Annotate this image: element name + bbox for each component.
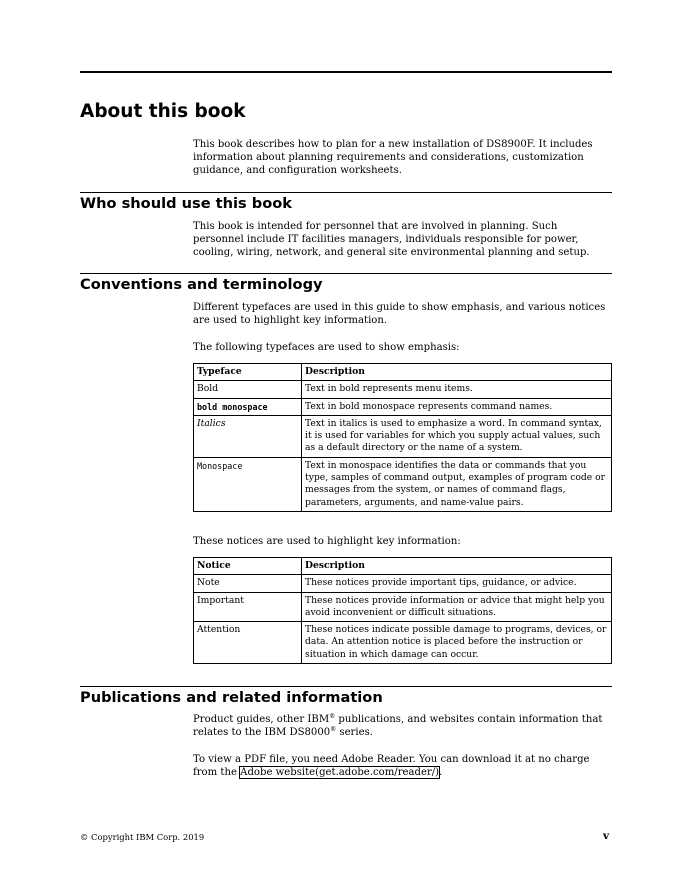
typeface-bold: Bold: [194, 381, 302, 398]
table-row: [194, 457, 612, 511]
notice-column-header: Notice: [194, 558, 302, 575]
adobe-website-link[interactable]: Adobe website(get.adobe.com/reader/): [240, 767, 440, 779]
conventions-intro: Different typefaces are used in this guide to show emphasis, and various notices are used to highlight key information.: [193, 302, 606, 327]
notice-description: These notices provide information or advice that might help you avoid inconvenient or difficult situations.: [302, 592, 612, 622]
typeface-column-header: Typeface: [194, 364, 302, 381]
table-row: [194, 592, 612, 622]
section-rule: [80, 192, 612, 193]
adobe-text: To view a PDF file, you need Adobe Reader. You can download it at no charge from the: [193, 754, 590, 779]
adobe-paragraph: [193, 753, 611, 779]
heading-conventions: Conventions and terminology: [80, 276, 323, 293]
about-paragraph: This book describes how to plan for a new installation of DS8900F. It includes information about planning requirements and considerations, customization guidance, and configuration worksheets.: [193, 139, 593, 177]
heading-publications: Publications and related information: [80, 689, 383, 706]
typeface-bold-monospace: bold monospace: [194, 398, 302, 415]
typeface-description: Text in monospace identifies the data or commands that you type, samples of command output, examples of program code or messages from the system, or names of command flags, parameters, arguments, and name-value pairs.: [302, 457, 612, 511]
typeface-description: Text in italics is used to emphasize a word. In command syntax, it is used for variables for which you supply actual values, such as a default directory or the name of a system.: [302, 415, 612, 457]
section-rule: [80, 686, 612, 687]
top-rule: [80, 71, 612, 73]
notice-important: Important: [194, 592, 302, 622]
description-column-header: Description: [302, 364, 612, 381]
notice-note: Note: [194, 575, 302, 592]
notices-table: [193, 557, 612, 664]
page-number: v: [603, 830, 610, 842]
publications-text: publications, and websites contain information that relates to the IBM DS8000: [193, 714, 603, 739]
notice-attention: Attention: [194, 622, 302, 664]
copyright-footer: © Copyright IBM Corp. 2019: [80, 832, 205, 842]
typeface-description: Text in bold represents menu items.: [302, 381, 612, 398]
typeface-italics: Italics: [194, 415, 302, 457]
table-header-row: [194, 364, 612, 381]
heading-about-this-book: About this book: [80, 101, 246, 122]
typeface-monospace: Monospace: [194, 457, 302, 511]
description-column-header: Description: [302, 558, 612, 575]
table-row: [194, 415, 612, 457]
notice-description: These notices provide important tips, guidance, or advice.: [302, 575, 612, 592]
typeface-description: Text in bold monospace represents command names.: [302, 398, 612, 415]
table-row: [194, 381, 612, 398]
notice-description: These notices indicate possible damage to programs, devices, or data. An attention notice is placed before the instruction or situation in which damage can occur.: [302, 622, 612, 664]
typefaces-intro: The following typefaces are used to show emphasis:: [193, 342, 460, 353]
audience-paragraph: This book is intended for personnel that are involved in planning. Such personnel include IT facilities managers, individuals responsible for power, cooling, wiring, network, and general site environmental planning and setup.: [193, 221, 590, 259]
registered-mark: ®: [329, 713, 336, 720]
table-row: [194, 575, 612, 592]
registered-mark: ®: [330, 726, 337, 734]
heading-who-should-use: Who should use this book: [80, 195, 293, 212]
table-header-row: [194, 558, 612, 575]
adobe-text-end: .: [439, 767, 443, 779]
publications-paragraph: [193, 713, 611, 739]
section-rule: [80, 273, 612, 274]
typefaces-table: [193, 363, 612, 512]
notices-intro: These notices are used to highlight key information:: [193, 536, 461, 547]
publications-text: series.: [336, 727, 373, 739]
table-row: [194, 622, 612, 664]
publications-text: Product guides, other IBM: [193, 714, 330, 725]
table-row: [194, 398, 612, 415]
